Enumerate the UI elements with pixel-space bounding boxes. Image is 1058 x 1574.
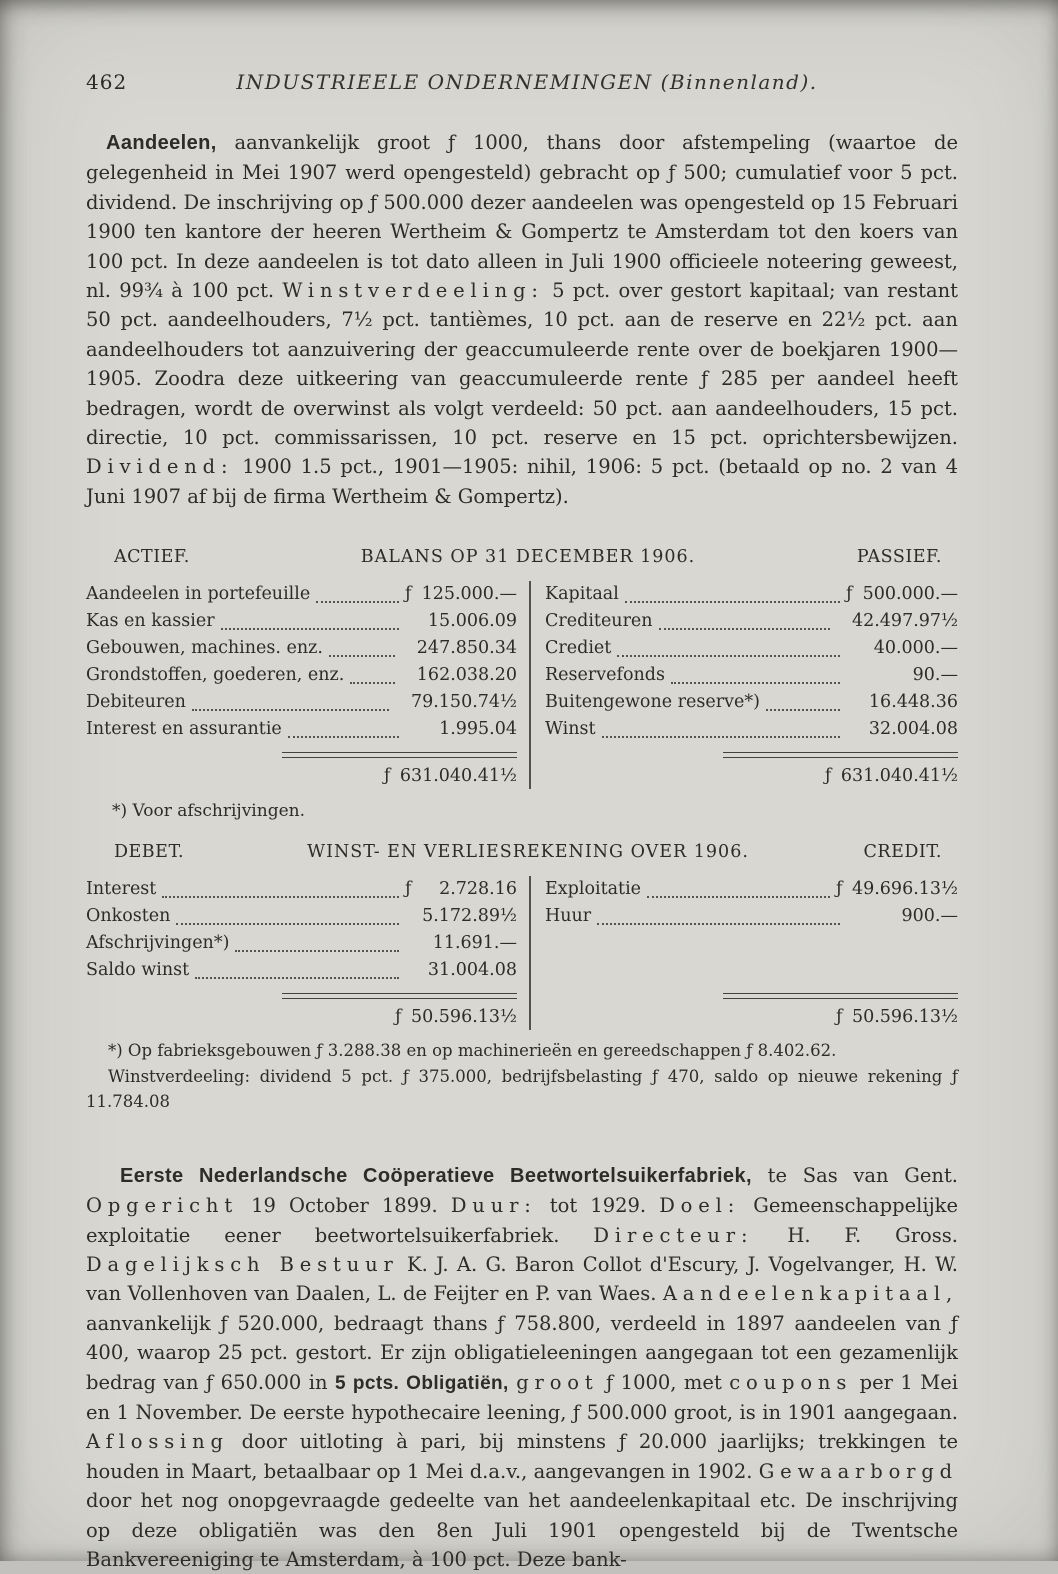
row-label: Gebouwen, machines. enz. (86, 638, 323, 659)
dot-leader (235, 950, 399, 952)
pnl-footnotes (86, 1038, 958, 1115)
table-row (86, 716, 517, 743)
entry-aandeelen (86, 128, 958, 511)
obligatien-label: 5 pcts. Obligatiën, (335, 1372, 509, 1394)
row-label: Aandeelen in portefeuille (86, 584, 311, 605)
row-amount: 90.— (912, 665, 958, 686)
table-row (86, 635, 517, 662)
balance-sheet (86, 547, 958, 824)
row-amount: 31.004.08 (427, 960, 517, 981)
row-amount: 1.995.04 (439, 719, 517, 740)
entry-lead-aandeelen: Aandeelen, (106, 132, 217, 154)
row-amount: 900.— (901, 906, 958, 927)
total-amount: 50.596.13½ (410, 1007, 517, 1028)
dot-leader (647, 896, 830, 898)
actief-total-row (86, 763, 517, 789)
row-label: Exploitatie (545, 879, 642, 900)
balance-sheet-header (86, 547, 958, 567)
balans-title: BALANS OP 31 DECEMBER 1906. (360, 547, 696, 568)
dot-leader (288, 736, 399, 738)
row-amount: 5.172.89½ (422, 906, 517, 927)
coupons-label: coupons (729, 1370, 853, 1394)
row-amount: 125.000.— (421, 584, 517, 605)
duur-label: Duur: (450, 1194, 537, 1218)
entry-text: 5 pct. over gestort kapitaal; van restant 50 pct. aandeelhouders, 7½ pct. tantièmes, 10 pct. aan de reserve en 22½ pct. aan aandeelhouders tot aanzuivering der geaccumuleerde rente over de boekjaren 1900—1905. Zoodra deze uitkeering van geaccumuleerde rente ƒ 285 per aandeel heeft bedragen, wordt de overwinst als volgt verdeeld: 50 pct. aan aandeelhouders, 15 pct. directie, 10 pct. commissarissen, 10 pct. reserve en 15 pct. oprichtersbewijzen. (86, 279, 958, 450)
entry-text: aanvankelijk groot ƒ 1000, thans door afstempeling (waartoe de gelegenheid in Mei 1907 werd opengesteld) gebracht op ƒ 500; cumulatief voor 5 pct. dividend. De inschrijving op ƒ 500.000 dezer aandeelen was opengesteld op 15 Februari 1900 ten kantore der heeren Wertheim & Gompertz te Amsterdam tot den koers van 100 pct. In deze aandeelen is tot dato alleen in Juli 1900 officieele noteering geweest, nl. 99¾ à 100 pct. (86, 131, 958, 303)
dot-leader (602, 736, 840, 738)
groot-label: groot (516, 1370, 599, 1394)
row-label: Saldo winst (86, 960, 190, 981)
entry-text: door uitloting à pari, bij minstens ƒ 20.000 jaarlijks; trekkingen te houden in Maart, betaalbaar op 1 Mei d.a.v., aangevangen in 1902. (86, 1430, 958, 1483)
table-row (86, 689, 517, 716)
entry-text: tot 1929. (536, 1194, 660, 1218)
dividend-label: Dividend: (86, 455, 234, 479)
currency-symbol: ƒ (394, 1007, 402, 1028)
currency-symbol: ƒ (405, 879, 412, 900)
dot-leader (671, 682, 840, 684)
opgericht-label: Opgericht (86, 1194, 239, 1218)
row-amount: 500.000.— (862, 584, 958, 605)
dot-leader (221, 628, 399, 630)
table-row (545, 662, 958, 689)
row-amount: 2.728.16 (439, 879, 517, 900)
pnl-footnote-1: *) Op fabrieksgebouwen ƒ 3.288.38 en op machinerieën en gereedschappen ƒ 8.402.62. (108, 1041, 837, 1061)
row-label: Kas en kassier (86, 611, 215, 632)
winstverdeeling-label: Winstverdeeling: (282, 279, 544, 303)
row-label: Crediet (545, 638, 612, 659)
entry-text: K. J. A. G. Baron Collot d'Escury, J. Vogelvanger, H. W. van Vollenhoven van Daalen, L. de Feijter en P. van Waes. (86, 1253, 958, 1306)
row-label: Onkosten (86, 906, 171, 927)
currency-symbol: ƒ (835, 1007, 843, 1028)
table-row (86, 581, 517, 608)
dot-leader (659, 628, 830, 630)
dot-leader (329, 655, 395, 657)
row-amount: 247.850.34 (416, 638, 517, 659)
dot-leader (625, 601, 840, 603)
aandeelenkapitaal-label: Aandeelenkapitaal, (662, 1282, 958, 1306)
row-amount: 15.006.09 (427, 611, 517, 632)
entry-text: ƒ 1000, met (598, 1370, 730, 1394)
dot-leader (162, 896, 399, 898)
dot-leader (597, 923, 840, 925)
pnl-footnote-2: Winstverdeeling: dividend 5 pct. ƒ 375.000, bedrijfsbelasting ƒ 470, saldo op nieuwe rekening ƒ 11.784.08 (86, 1066, 958, 1112)
dot-leader (316, 601, 399, 603)
total-amount: 631.040.41½ (399, 766, 517, 787)
page-number: 462 (86, 70, 128, 94)
table-row (86, 930, 517, 957)
row-amount: 79.150.74½ (410, 692, 517, 713)
entry-beetwortelsuikerfabriek (86, 1161, 958, 1574)
table-row (545, 689, 958, 716)
balance-columns (86, 581, 958, 789)
dot-leader (195, 977, 399, 979)
total-rule (282, 993, 517, 999)
row-amount: 32.004.08 (868, 719, 958, 740)
table-row (545, 903, 958, 930)
dot-leader (350, 682, 395, 684)
debet-column (86, 876, 531, 1030)
running-head-title: INDUSTRIEELE ONDERNEMINGEN (Binnenland). (236, 70, 818, 94)
total-amount: 50.596.13½ (851, 1007, 958, 1028)
entry-text: per 1 Mei en 1 November. De eerste hypothecaire leening, ƒ 500.000 groot, is in 1901 aangegaan. (86, 1370, 959, 1425)
profit-loss-statement (86, 842, 958, 1115)
row-amount: 16.448.36 (868, 692, 958, 713)
dot-leader (617, 655, 840, 657)
table-row (545, 635, 958, 662)
row-label: Buitengewone reserve*) (545, 692, 760, 713)
total-amount: 631.040.41½ (840, 766, 958, 787)
balans-footnote: *) Voor afschrijvingen. (112, 801, 305, 822)
row-label: Interest (86, 879, 157, 900)
entry-text: Gemeenschappelijke exploitatie eener beetwortelsuikerfabriek. (86, 1194, 958, 1247)
directeur-label: Directeur: (593, 1223, 754, 1247)
passief-total-row (545, 763, 958, 789)
entry-text: H. F. Gross. (753, 1223, 959, 1247)
spacer-row (545, 930, 958, 957)
currency-symbol: ƒ (405, 584, 412, 605)
table-row (545, 876, 958, 903)
credit-total-row (545, 1004, 958, 1030)
running-head (86, 70, 958, 94)
total-rule (282, 752, 517, 758)
actief-column (86, 581, 531, 789)
table-row (86, 957, 517, 984)
pnl-columns (86, 876, 958, 1030)
dot-leader (766, 709, 840, 711)
debet-header: DEBET. (114, 842, 185, 863)
table-row (86, 608, 517, 635)
row-label: Huur (545, 906, 592, 927)
aflossing-label: Aflossing (86, 1430, 229, 1454)
currency-symbol: ƒ (835, 879, 843, 900)
total-rule (723, 752, 958, 758)
table-row (86, 903, 517, 930)
currency-symbol: ƒ (383, 766, 391, 787)
row-label: Winst (545, 719, 596, 740)
pnl-header (86, 842, 958, 862)
total-rule (723, 993, 958, 999)
row-label: Crediteuren (545, 611, 653, 632)
row-label: Debiteuren (86, 692, 186, 713)
table-row (545, 581, 958, 608)
actief-header: ACTIEF. (114, 547, 190, 568)
credit-column (531, 876, 958, 1030)
currency-symbol: ƒ (824, 766, 832, 787)
row-label: Grondstoffen, goederen, enz. (86, 665, 345, 686)
row-amount: 49.696.13½ (851, 879, 958, 900)
entry-lead-beetwortelsuikerfabriek: Eerste Nederlandsche Coöperatieve Beetwortelsuikerfabriek, (120, 1164, 752, 1187)
passief-header: PASSIEF. (856, 547, 942, 568)
row-label: Kapitaal (545, 584, 619, 605)
gewaarborgd-label: Gewaarborgd (758, 1459, 958, 1483)
dot-leader (176, 923, 399, 925)
passief-column (531, 581, 958, 789)
pnl-title: WINST- EN VERLIESREKENING OVER 1906. (307, 842, 749, 863)
row-amount: 40.000.— (873, 638, 958, 659)
row-label: Interest en assurantie (86, 719, 282, 740)
entry-text: 1900 1.5 pct., 1901—1905: nihil, 1906: 5 pct. (betaald op no. 2 van 4 Juni 1907 af bij de firma Wertheim & Gompertz). (86, 455, 958, 508)
dot-leader (192, 709, 389, 711)
table-row (86, 662, 517, 689)
entry-text: door het nog onopgevraagde gedeelte van het aandeelenkapitaal etc. De inschrijving op deze obligatiën was den 8en Juli 1901 opengesteld bij de Twentsche Bankvereeniging te Amsterdam, à 100 pct. Deze bank- (86, 1489, 958, 1572)
credit-header: CREDIT. (863, 842, 942, 863)
row-amount: 42.497.97½ (851, 611, 958, 632)
doel-label: Doel: (659, 1194, 741, 1218)
row-label: Afschrijvingen*) (86, 933, 230, 954)
row-amount: 11.691.— (432, 933, 517, 954)
row-label: Reservefonds (545, 665, 665, 686)
table-row (545, 716, 958, 743)
spacer-row (545, 957, 958, 984)
currency-symbol: ƒ (846, 584, 853, 605)
entry-text: aanvankelijk ƒ 520.000, bedraagt thans ƒ 758.800, verdeeld in 1897 aandeelen van ƒ 400, waarop 25 pct. gestort. Er zijn obligatieleeningen aangegaan tot een gezamenlijk bedrag van ƒ 650.000 in (86, 1311, 958, 1394)
entry-text: 19 October 1899. (238, 1194, 451, 1218)
table-row (545, 608, 958, 635)
table-row (86, 876, 517, 903)
debet-total-row (86, 1004, 517, 1030)
row-amount: 162.038.20 (416, 665, 517, 686)
entry-text: te Sas van Gent. (751, 1163, 959, 1187)
dagelijksch-bestuur-label: Dagelijksch Bestuur (86, 1253, 399, 1276)
